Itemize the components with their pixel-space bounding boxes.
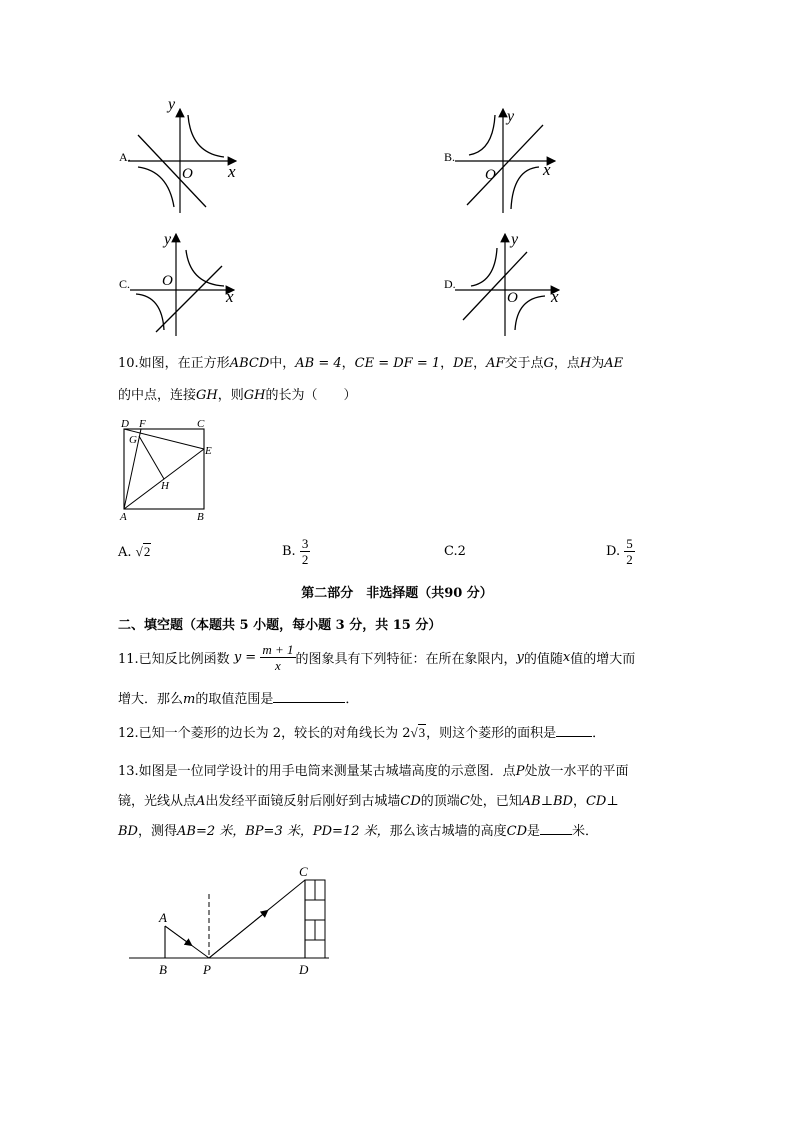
q10-option-a: A. √2	[118, 544, 151, 560]
q10-option-d: D. $\frac{5}{2}$	[606, 536, 633, 567]
svg-text:D: D	[299, 962, 309, 977]
svg-text:O: O	[162, 273, 173, 289]
q11-line1: 11.已知反比例函数 y = $\frac{m + 1}{x}$ 的图象具有下列特征：在所在象限内，y的值随x值的增大而	[118, 642, 636, 673]
svg-text:P: P	[203, 962, 211, 977]
q10-line1: 10.如图，在正方形ABCD中，AB = 4，CE = DF = 1，DE，AF交于点G，点H为AE	[118, 356, 624, 371]
svg-text:E: E	[205, 445, 212, 457]
svg-text:B: B	[159, 962, 167, 977]
svg-text:G: G	[129, 434, 137, 446]
svg-text:D: D	[121, 418, 129, 430]
graph-c	[130, 230, 245, 340]
q11-answer-blank[interactable]	[273, 690, 345, 703]
fill-blank-heading: 二、填空题（本题共 5 小题，每小题 3 分，共 15 分）	[118, 618, 442, 633]
option-d-label: D.	[444, 277, 456, 291]
q10-figure-square	[115, 412, 225, 522]
svg-text:A: A	[159, 910, 167, 925]
svg-text:B: B	[197, 511, 204, 523]
svg-text:y: y	[164, 231, 172, 248]
q13-line2: 镜，光线从点A出发经平面镜反射后刚好到古城墙CD的顶端C处，已知AB⊥BD，CD⊥	[118, 794, 619, 809]
section2-title: 第二部分 非选择题（共90 分）	[301, 586, 493, 601]
q13-answer-blank[interactable]	[540, 822, 572, 835]
svg-text:H: H	[161, 480, 169, 492]
svg-text:x: x	[226, 287, 234, 306]
svg-text:C: C	[197, 418, 205, 430]
svg-text:O: O	[485, 167, 496, 183]
svg-text:O: O	[182, 166, 193, 182]
svg-text:x: x	[228, 162, 236, 181]
graph-b	[455, 105, 565, 215]
svg-text:x: x	[543, 160, 551, 179]
graph-d	[455, 230, 570, 340]
option-a-label: A.	[119, 150, 131, 164]
graph-a	[128, 96, 243, 215]
svg-text:y: y	[168, 96, 176, 113]
q10-line2: 的中点，连接GH，则GH的长为（ ）	[118, 388, 357, 403]
option-b-label: B.	[444, 150, 456, 164]
q11-line2: 增大．那么m的取值范围是 ．	[118, 692, 359, 707]
q12-answer-blank[interactable]	[556, 724, 592, 737]
svg-text:x: x	[551, 287, 559, 306]
q13-line3: BD，测得AB=2 米，BP=3 米，PD=12 米，那么该古城墙的高度CD是 米．	[118, 824, 599, 839]
q13-line1: 13.如图是一位同学设计的用手电筒来测量某古城墙高度的示意图．点P处放一水平的平面	[118, 764, 629, 779]
q10-option-b: B. $\frac{3}{2}$	[282, 536, 309, 567]
q12-line: 12.已知一个菱形的边长为 2，较长的对角线长为 2√3，则这个菱形的面积是 ．	[118, 725, 606, 741]
svg-text:y: y	[511, 231, 519, 248]
svg-text:C: C	[299, 864, 308, 879]
svg-text:O: O	[507, 290, 518, 306]
q10-option-c: C.2	[444, 544, 466, 559]
svg-text:y: y	[507, 108, 515, 125]
svg-text:A: A	[120, 511, 127, 523]
svg-text:F: F	[139, 418, 146, 430]
option-c-label: C.	[119, 277, 131, 291]
q13-figure-wall	[125, 862, 335, 984]
